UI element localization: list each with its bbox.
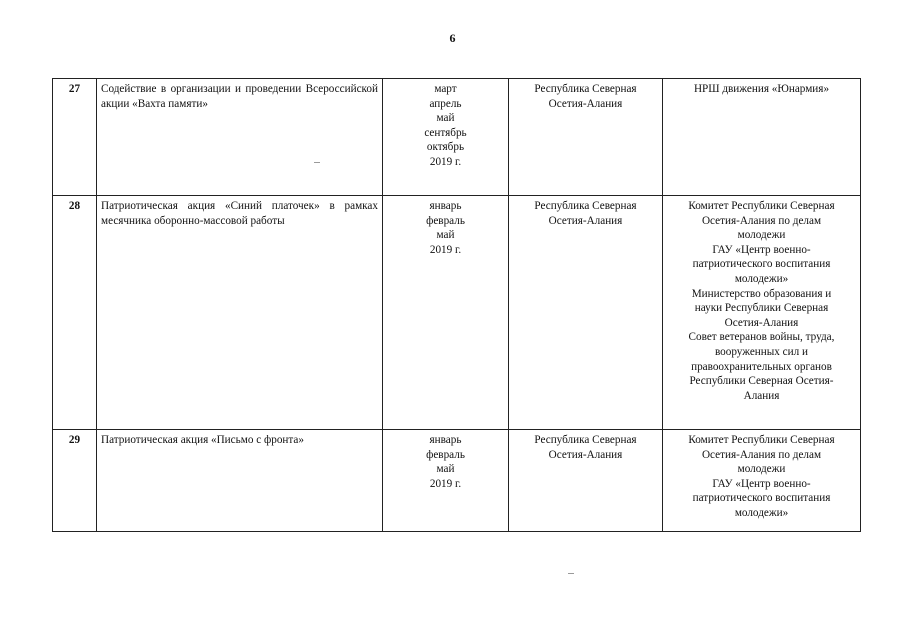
event-place: [509, 196, 663, 430]
organizer-line: молодежи: [737, 463, 786, 476]
event-dates: [383, 196, 509, 430]
date-line: октябрь: [426, 141, 465, 154]
organizer-line: правоохранительных органов: [691, 360, 832, 373]
date-line: март: [434, 83, 457, 95]
event-name: Содействие в организации и проведении Всероссийской акции «Вахта памяти»: [97, 79, 383, 196]
table-row: [53, 79, 861, 196]
organizer-line: Осетия-Алания: [724, 316, 799, 329]
page-number: 6: [449, 31, 456, 45]
organizer-line: науки Республики Северная: [694, 302, 829, 315]
event-name: Патриотическая акция «Письмо с фронта»: [97, 430, 383, 532]
place-line: Республика Северная: [534, 434, 637, 446]
event-organizers: [663, 430, 861, 532]
date-line: 2019 г.: [429, 477, 462, 490]
organizer-line: Совет ветеранов войны, труда,: [688, 331, 835, 344]
event-place: [509, 430, 663, 532]
date-line: май: [436, 112, 455, 125]
event-name: Патриотическая акция «Синий платочек» в рамках месячника оборонно-массовой работы: [97, 196, 383, 430]
date-line: январь: [429, 200, 462, 212]
organizer-line: Комитет Республики Северная: [688, 434, 835, 446]
date-line: май: [436, 229, 455, 242]
organizer-line: молодежи»: [734, 272, 789, 285]
scan-speck: [568, 573, 574, 574]
row-number: 29: [53, 430, 97, 532]
date-line: 2019 г.: [429, 155, 462, 168]
organizer-line: Осетия-Алания по делам: [701, 214, 822, 227]
place-line: Республика Северная: [534, 83, 637, 95]
organizer-line: патриотического воспитания: [692, 258, 831, 271]
organizer-line: вооруженных сил и: [714, 345, 809, 358]
event-dates: [383, 430, 509, 532]
table-row: [53, 196, 861, 430]
organizer-line: молодежи»: [734, 506, 789, 519]
date-line: май: [436, 463, 455, 476]
organizer-line: патриотического воспитания: [692, 492, 831, 505]
place-line: Осетия-Алания: [548, 448, 623, 461]
event-place: [509, 79, 663, 196]
place-line: Осетия-Алания: [548, 214, 623, 227]
organizer-line: ГАУ «Центр военно-: [712, 243, 811, 256]
place-line: Республика Северная: [534, 200, 637, 212]
organizer-line: Комитет Республики Северная: [688, 200, 835, 212]
row-number: 27: [53, 79, 97, 196]
organizer-line: Осетия-Алания по делам: [701, 448, 822, 461]
events-table: [52, 78, 861, 532]
organizer-line: НРШ движения «Юнармия»: [693, 83, 830, 95]
date-line: февраль: [426, 214, 465, 227]
organizer-line: молодежи: [737, 229, 786, 242]
scan-speck: [314, 162, 320, 163]
row-number: 28: [53, 196, 97, 430]
date-line: апрель: [429, 97, 462, 110]
table-row: [53, 430, 861, 532]
event-organizers: [663, 196, 861, 430]
event-organizers: [663, 79, 861, 196]
date-line: 2019 г.: [429, 243, 462, 256]
date-line: февраль: [426, 448, 465, 461]
organizer-line: ГАУ «Центр военно-: [712, 477, 811, 490]
organizer-line: Республики Северная Осетия-: [689, 375, 834, 388]
date-line: январь: [429, 434, 462, 446]
event-dates: [383, 79, 509, 196]
organizer-line: Министерство образования и: [691, 287, 832, 300]
organizer-line: Алания: [743, 389, 780, 402]
place-line: Осетия-Алания: [548, 97, 623, 110]
date-line: сентябрь: [424, 126, 467, 139]
